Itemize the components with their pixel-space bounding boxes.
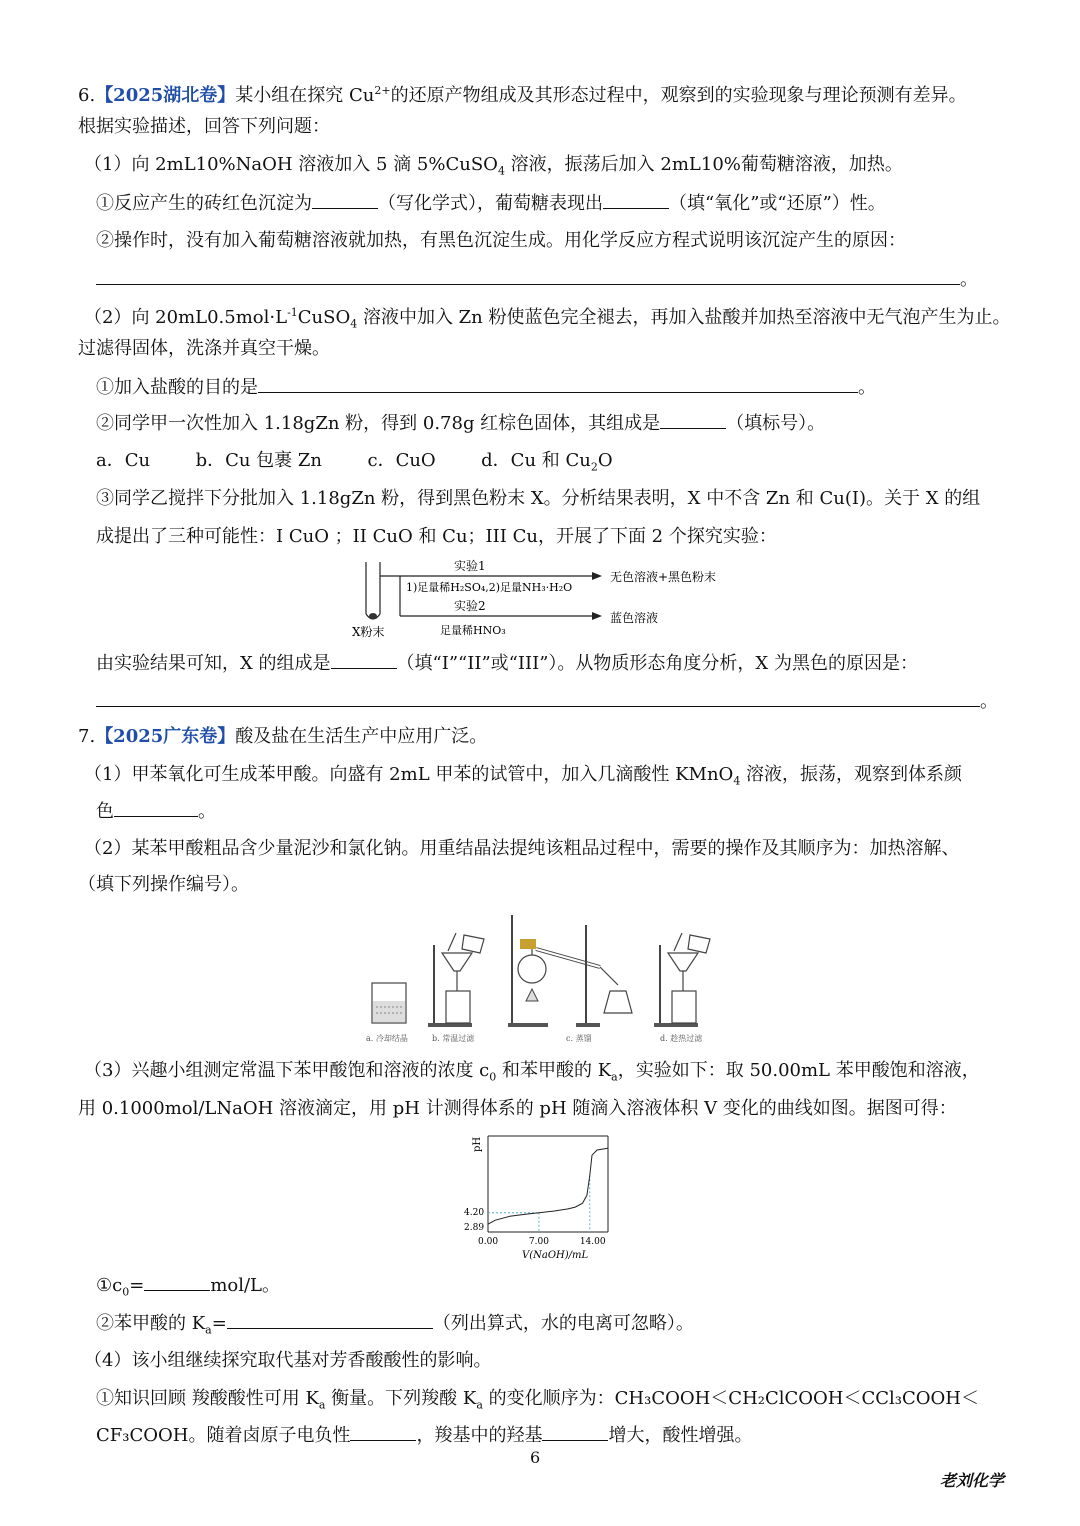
q7-number: 7. — [78, 726, 96, 747]
q7-part4-i-sub: a — [318, 1398, 326, 1412]
x-tick-label-1: 7.00 — [528, 1237, 549, 1247]
answer-line[interactable] — [96, 266, 960, 285]
q6-part2-iv-text-a: 由实验结果可知，X 的组成是 — [96, 653, 331, 674]
q6-part2-text-a: （2）向 20mL0.5mol·L — [84, 307, 288, 328]
q6-part1-text-b: 溶液，振荡后加入 2mL10%葡萄糖溶液，加热。 — [504, 154, 903, 175]
q6-part1-text-a: （1）向 2mL10%NaOH 溶液加入 5 滴 5%CuSO — [84, 154, 498, 175]
end-mark: 。 — [960, 269, 978, 290]
q6-part2-ii-text-a: ②同学甲一次性加入 1.18gZn 粉，得到 0.78g 红棕色固体，其组成是 — [96, 413, 661, 434]
q7-part3-i-sub: 0 — [122, 1285, 130, 1299]
exp1-reagent: 1)足量稀H₂SO₄,2)足量NH₃·H₂O — [406, 581, 573, 594]
q6-part2-ii-text-b: （填标号）。 — [726, 413, 826, 434]
q6-part2-ii — [96, 410, 825, 437]
q6-part1-ii: ②操作时，没有加入葡萄糖溶液就加热，有黑色沉淀生成。用化学反应方程式说明该沉淀产生的原因： — [96, 230, 906, 251]
q6-part2-iv-text-b: （填“I”“II”或“III”）。从物质形态角度分析，X 为黑色的原因是： — [396, 653, 918, 674]
answer-blank[interactable] — [114, 798, 198, 817]
q6-part2-iii-line2: 成提出了三种可能性：I CuO ；II CuO 和 Cu；III Cu，开展了下面 2 个探究实验： — [96, 526, 777, 547]
q7-part4-i-line2-text-a: CF₃COOH。随着卤原子电负性 — [96, 1425, 351, 1446]
x-tick-label-0: 0.00 — [478, 1237, 499, 1247]
q6-part1-ii-answer — [96, 266, 978, 293]
q7-part4-i — [96, 1386, 979, 1419]
apparatus-illustration — [360, 905, 740, 1045]
distillation-setup-icon — [508, 915, 632, 1027]
q6-part2-i-text: ①加入盐酸的目的是 — [96, 377, 258, 398]
answer-blank[interactable] — [331, 650, 397, 669]
q6-part2-iii-line1: ③同学乙搅拌下分批加入 1.18gZn 粉，得到黑色粉末 X。分析结果表明，X 中不含 Zn 和 Cu(I)。关于 X 的组 — [96, 488, 981, 509]
q6-part1-i — [96, 190, 886, 217]
q7-part4-i-sub2: a — [476, 1398, 483, 1412]
y-axis-label: pH — [472, 1136, 483, 1152]
option-d-text-a: d．Cu 和 Cu — [481, 450, 591, 471]
q6-part2-line1 — [84, 300, 1011, 338]
option-c[interactable]: c．CuO — [367, 450, 436, 471]
answer-blank[interactable] — [350, 1422, 416, 1441]
answer-blank[interactable] — [542, 1422, 608, 1441]
q7-part2-line2: （填下列操作编号）。 — [78, 874, 249, 895]
q7-source-tag: 【2025广东卷】 — [95, 726, 236, 747]
q7-part3 — [84, 1058, 980, 1091]
q7-part1-text-a: （1）甲苯氧化可生成苯甲酸。向盛有 2mL 甲苯的试管中，加入几滴酸性 KMnO — [84, 764, 734, 785]
q7-part3-i-text-c: mol/L。 — [210, 1275, 280, 1296]
end-mark: 。 — [980, 691, 998, 712]
q6-part2-text-b: CuSO — [297, 307, 351, 328]
q7-part3-ii-text-b: = — [211, 1313, 227, 1334]
exp2-result: 蓝色溶液 — [610, 611, 659, 625]
answer-line[interactable] — [258, 374, 858, 393]
op-label-a: a. 冷却结晶 — [366, 1034, 408, 1043]
beaker-cooling-icon — [372, 983, 406, 1023]
exp1-label: 实验1 — [454, 559, 486, 573]
op-label-c: c. 蒸馏 — [566, 1034, 592, 1043]
q6-part2-line2: 过滤得固体，洗涤并真空干燥。 — [78, 338, 330, 359]
q7-part1-text-b: 溶液，振荡，观察到体系颜 — [740, 764, 963, 785]
q7-part1 — [84, 762, 962, 795]
q7-stem-text: 酸及盐在生活生产中应用广泛。 — [235, 726, 488, 747]
q6-options — [96, 448, 613, 481]
q7-stem — [78, 724, 487, 750]
op-label-b: b. 常温过滤 — [432, 1034, 475, 1043]
q6-stem-sup: 2+ — [374, 84, 391, 97]
q7-part4-i-text-a: ①知识回顾 羧酸酸性可用 K — [96, 1388, 319, 1409]
filtration-setup-icon — [428, 933, 484, 1027]
q6-part2-i — [96, 374, 876, 401]
op-label-d: d. 趁热过滤 — [660, 1034, 703, 1043]
option-d-text-b: O — [597, 450, 613, 471]
q7-part4: （4）该小组继续探究取代基对芳香酸酸性的影响。 — [84, 1350, 492, 1371]
q7-part3-suba: a — [611, 1070, 618, 1084]
answer-blank[interactable] — [312, 190, 378, 209]
titration-chart — [440, 1130, 640, 1264]
q6-stem-line1 — [78, 78, 967, 109]
q7-part3-text-a: （3）兴趣小组测定常温下苯甲酸饱和溶液的浓度 c — [84, 1060, 490, 1081]
exp2-label: 实验2 — [454, 599, 486, 613]
q7-part1-line2 — [96, 798, 216, 825]
tube-label: X粉末 — [352, 625, 385, 639]
q6-number: 6. — [78, 85, 96, 106]
y-tick-label-1: 4.20 — [464, 1207, 485, 1218]
q6-part1 — [84, 152, 903, 185]
q6-part2-sub: 4 — [350, 317, 358, 331]
q7-part3-line2: 用 0.1000mol/LNaOH 溶液滴定，用 pH 计测得体系的 pH 随滴入溶液体积 V 变化的曲线如图。据图可得： — [78, 1098, 957, 1119]
q7-part4-i-line2 — [96, 1422, 752, 1449]
q7-part1-sub: 4 — [733, 774, 741, 788]
answer-blank[interactable] — [227, 1310, 433, 1329]
q6-stem-line2: 根据实验描述，回答下列问题： — [78, 116, 330, 137]
q6-part1-i-text-a: ①反应产生的砖红色沉淀为 — [96, 193, 312, 214]
end-mark: 。 — [858, 377, 876, 398]
q7-part4-i-line2-text-c: 增大，酸性增强。 — [608, 1425, 753, 1446]
option-d-sub: 2 — [590, 460, 598, 474]
q7-part4-i-line2-text-b: ，羧基中的羟基 — [416, 1425, 543, 1446]
watermark-logo: 老刘化学 — [940, 1471, 1005, 1490]
test-tube — [366, 562, 380, 619]
answer-blank[interactable] — [660, 410, 726, 429]
end-mark: 。 — [198, 801, 216, 822]
q7-part3-ii — [96, 1310, 694, 1344]
q6-stem-text-a: 某小组在探究 Cu — [235, 85, 375, 106]
q7-part3-sub0: 0 — [489, 1070, 497, 1084]
q7-part3-ii-sub: a — [205, 1323, 212, 1337]
q6-part2-sup: -1 — [287, 306, 298, 319]
q6-part2-iv-answer — [96, 688, 998, 715]
x-axis-label: V(NaOH)/mL — [522, 1250, 589, 1261]
experiment-diagram — [340, 556, 740, 644]
q6-part1-i-text-b: （写化学式），葡萄糖表现出 — [378, 193, 603, 214]
q6-stem-text-b: 的还原产物组成及其形态过程中，观察到的实验现象与理论预测有差异。 — [390, 85, 967, 106]
answer-blank[interactable] — [603, 190, 669, 209]
option-a[interactable]: a．Cu — [96, 450, 151, 471]
y-tick-label-0: 2.89 — [464, 1223, 485, 1234]
q6-part2-text-c: 溶液中加入 Zn 粉使蓝色完全褪去，再加入盐酸并加热至溶液中无气泡产生为止。 — [357, 307, 1011, 328]
exp1-result: 无色溶液+黑色粉末 — [610, 570, 717, 584]
q7-part3-ii-text-c: （列出算式，水的电离可忽略）。 — [432, 1313, 694, 1334]
hot-filtration-setup-icon — [654, 933, 710, 1027]
q7-part4-i-text-c: 的变化顺序为：CH₃COOH＜CH₂ClCOOH＜CCl₃COOH＜ — [482, 1388, 979, 1409]
option-b[interactable]: b．Cu 包裹 Zn — [195, 450, 323, 471]
q7-part3-ii-text-a: ②苯甲酸的 K — [96, 1313, 206, 1334]
q7-part3-i — [96, 1272, 280, 1306]
answer-blank[interactable] — [144, 1272, 210, 1291]
x-tick-label-2: 14.00 — [579, 1237, 606, 1247]
q7-part3-text-b: 和苯甲酸的 K — [496, 1060, 612, 1081]
q7-part2: （2）某苯甲酸粗品含少量泥沙和氯化钠。用重结晶法提纯该粗品过程中，需要的操作及其顺序为：加热溶解、 — [84, 838, 960, 859]
q7-part1-text-c: 色 — [96, 801, 114, 822]
q7-part3-text-c: ，实验如下：取 50.00mL 苯甲酸饱和溶液， — [617, 1060, 980, 1081]
q7-part3-i-text-a: ①c — [96, 1275, 123, 1296]
q7-part4-i-text-b: 衡量。下列羧酸 K — [325, 1388, 477, 1409]
q7-part3-i-text-b: = — [129, 1275, 145, 1296]
page-number: 6 — [530, 1448, 541, 1467]
q6-source-tag: 【2025湖北卷】 — [95, 85, 236, 106]
option-d[interactable] — [481, 450, 613, 474]
q6-part1-i-text-c: （填“氧化”或“还原”）性。 — [669, 193, 886, 214]
exp2-reagent: 足量稀HNO₃ — [440, 624, 506, 637]
arrow-head-2 — [592, 612, 602, 620]
q6-part2-iv — [96, 650, 918, 677]
answer-line[interactable] — [96, 688, 980, 707]
q6-part1-sub: 4 — [497, 164, 505, 178]
arrow-head-1 — [592, 572, 602, 580]
